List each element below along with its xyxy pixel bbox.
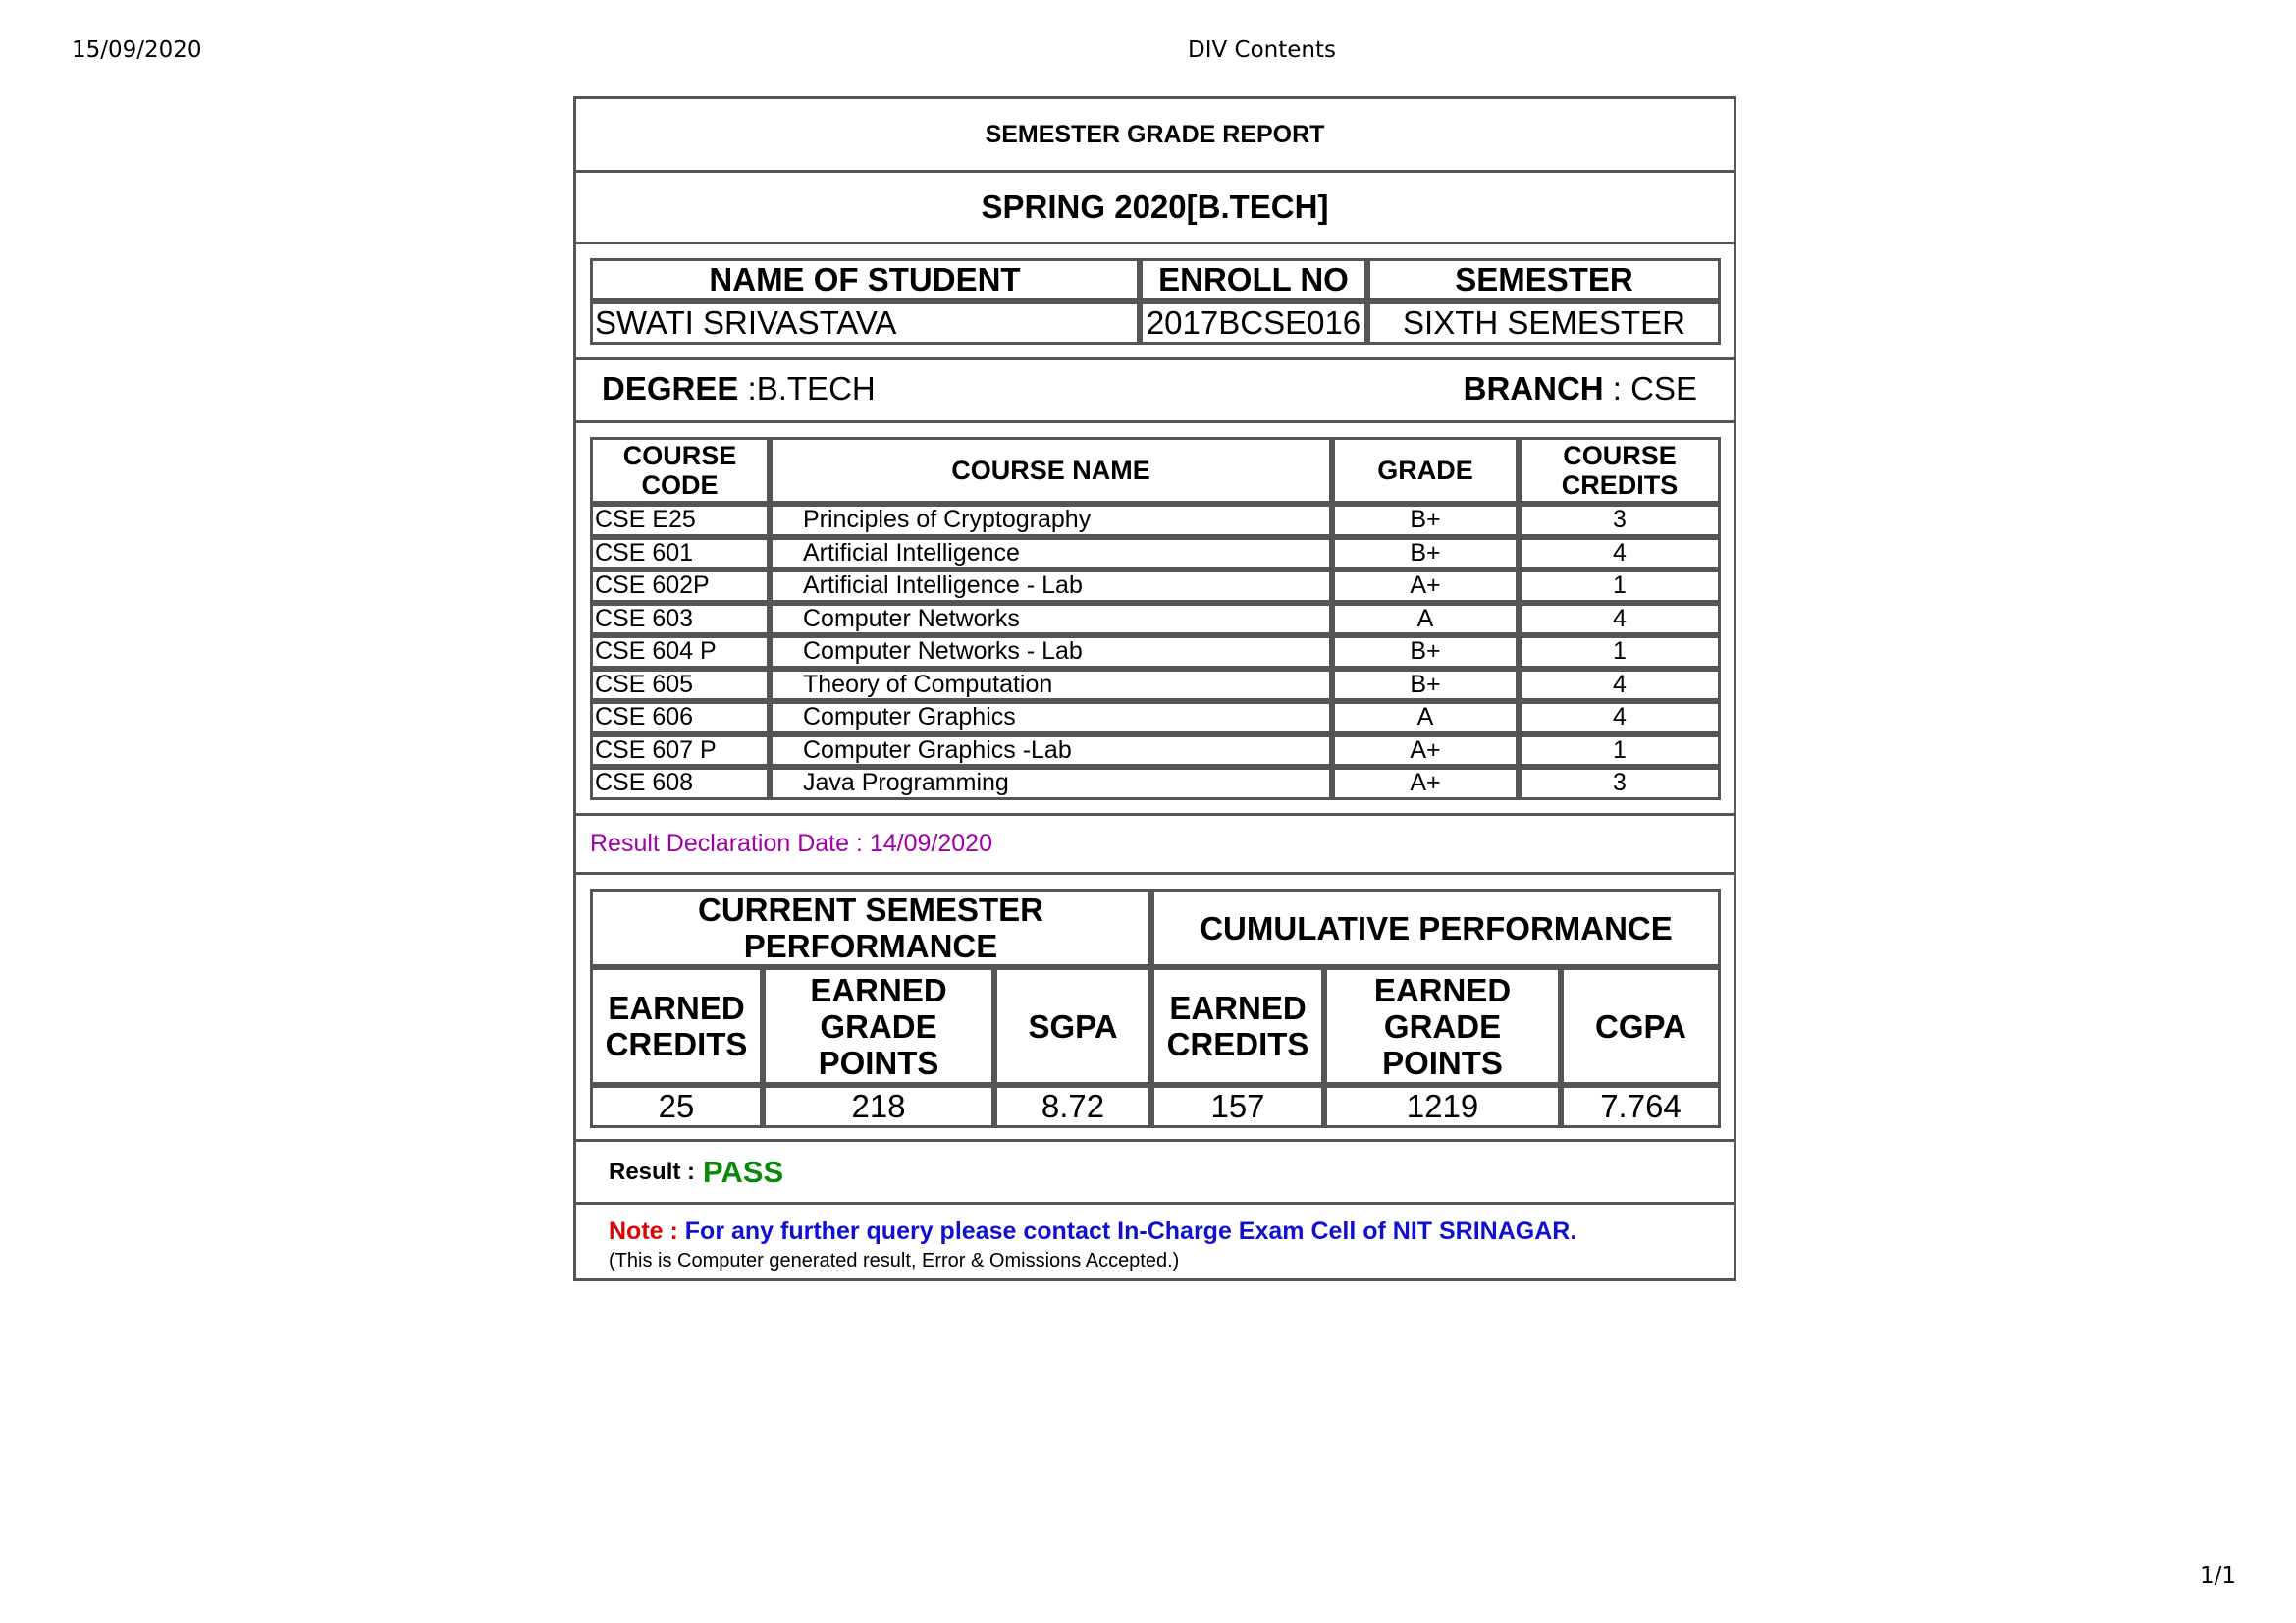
print-title: DIV Contents (1188, 37, 1336, 63)
table-row (590, 504, 1721, 537)
student-section (576, 244, 1734, 360)
course-grade: A+ (1332, 569, 1519, 603)
note-label: Note : (609, 1217, 678, 1245)
course-credits: 4 (1519, 537, 1721, 570)
courses-section (576, 423, 1734, 816)
course-grade: A+ (1332, 734, 1519, 768)
current-performance-header: CURRENT SEMESTER PERFORMANCE (590, 889, 1151, 967)
sgpa-header: SGPA (994, 967, 1151, 1085)
course-grade: A+ (1332, 767, 1519, 800)
current-earned-credits: 25 (590, 1085, 763, 1128)
course-credits: 4 (1519, 603, 1721, 636)
degree-label: DEGREE (602, 370, 739, 406)
course-grade: A (1332, 603, 1519, 636)
branch-label: BRANCH (1463, 370, 1604, 406)
degree-value: B.TECH (756, 370, 876, 406)
cgpa-value: 7.764 (1561, 1085, 1721, 1128)
print-date: 15/09/2020 (72, 37, 202, 63)
course-name: Computer Graphics (770, 701, 1332, 734)
course-grade: B+ (1332, 537, 1519, 570)
course-credits: 3 (1519, 504, 1721, 537)
table-row (590, 701, 1721, 734)
course-credits-header: COURSE CREDITS (1519, 437, 1721, 504)
course-grade: B+ (1332, 635, 1519, 669)
course-grade: B+ (1332, 669, 1519, 702)
result-row (576, 1142, 1734, 1205)
page-number: 1/1 (2200, 1563, 2237, 1589)
result-value: PASS (703, 1154, 784, 1189)
course-grade: A (1332, 701, 1519, 734)
performance-section (576, 875, 1734, 1142)
table-row (590, 569, 1721, 603)
cumulative-earned-credits-header: EARNED CREDITS (1151, 967, 1324, 1085)
grade-report (573, 96, 1736, 1281)
course-name: Artificial Intelligence (770, 537, 1332, 570)
cumulative-earned-grade-points-header: EARNED GRADE POINTS (1324, 967, 1561, 1085)
course-code: CSE 603 (590, 603, 770, 636)
table-row (590, 767, 1721, 800)
branch-sep: : (1603, 370, 1631, 406)
note-disclaimer: (This is Computer generated result, Error & Omissions Accepted.) (609, 1250, 1180, 1271)
degree-info (602, 370, 876, 407)
course-name-header: COURSE NAME (770, 437, 1332, 504)
table-row (590, 734, 1721, 768)
cumulative-earned-credits: 157 (1151, 1085, 1324, 1128)
student-table (590, 258, 1721, 345)
course-code: CSE 602P (590, 569, 770, 603)
course-credits: 1 (1519, 569, 1721, 603)
table-row (590, 669, 1721, 702)
report-title: SEMESTER GRADE REPORT (576, 99, 1734, 173)
course-name: Computer Networks - Lab (770, 635, 1332, 669)
note-section (576, 1205, 1734, 1280)
course-credits: 4 (1519, 701, 1721, 734)
current-earned-credits-header: EARNED CREDITS (590, 967, 763, 1085)
course-code: CSE 606 (590, 701, 770, 734)
current-earned-grade-points: 218 (763, 1085, 994, 1128)
course-credits: 3 (1519, 767, 1721, 800)
course-name: Principles of Cryptography (770, 504, 1332, 537)
course-code: CSE 601 (590, 537, 770, 570)
course-code: CSE 608 (590, 767, 770, 800)
table-row (590, 537, 1721, 570)
course-name: Artificial Intelligence - Lab (770, 569, 1332, 603)
sgpa-value: 8.72 (994, 1085, 1151, 1128)
semester-header: SEMESTER (1367, 258, 1721, 301)
table-row (590, 635, 1721, 669)
student-name: SWATI SRIVASTAVA (590, 301, 1140, 345)
courses-table (590, 437, 1721, 800)
course-code-header: COURSE CODE (590, 437, 770, 504)
cgpa-header: CGPA (1561, 967, 1721, 1085)
grade-header: GRADE (1332, 437, 1519, 504)
cumulative-performance-header: CUMULATIVE PERFORMANCE (1151, 889, 1721, 967)
course-credits: 1 (1519, 734, 1721, 768)
course-code: CSE 605 (590, 669, 770, 702)
enroll-number: 2017BCSE016 (1140, 301, 1367, 345)
performance-table (590, 889, 1721, 1128)
course-code: CSE 604 P (590, 635, 770, 669)
note-text: For any further query please contact In-Charge Exam Cell of NIT SRINAGAR. (684, 1217, 1577, 1245)
course-name: Java Programming (770, 767, 1332, 800)
course-name: Computer Graphics -Lab (770, 734, 1332, 768)
note-line (609, 1217, 1734, 1246)
enroll-header: ENROLL NO (1140, 258, 1367, 301)
student-name-header: NAME OF STUDENT (590, 258, 1140, 301)
current-earned-grade-points-header: EARNED GRADE POINTS (763, 967, 994, 1085)
cumulative-earned-grade-points: 1219 (1324, 1085, 1561, 1128)
degree-branch-row (576, 360, 1734, 423)
branch-info (1464, 370, 1697, 407)
degree-sep: : (738, 370, 757, 406)
course-name: Theory of Computation (770, 669, 1332, 702)
report-term: SPRING 2020[B.TECH] (576, 173, 1734, 244)
course-credits: 4 (1519, 669, 1721, 702)
result-declaration-date: Result Declaration Date : 14/09/2020 (576, 816, 1734, 875)
course-code: CSE 607 P (590, 734, 770, 768)
course-grade: B+ (1332, 504, 1519, 537)
course-credits: 1 (1519, 635, 1721, 669)
semester-value: SIXTH SEMESTER (1367, 301, 1721, 345)
branch-value: CSE (1630, 370, 1697, 406)
result-label: Result : (609, 1158, 696, 1185)
course-name: Computer Networks (770, 603, 1332, 636)
table-row (590, 603, 1721, 636)
course-code: CSE E25 (590, 504, 770, 537)
